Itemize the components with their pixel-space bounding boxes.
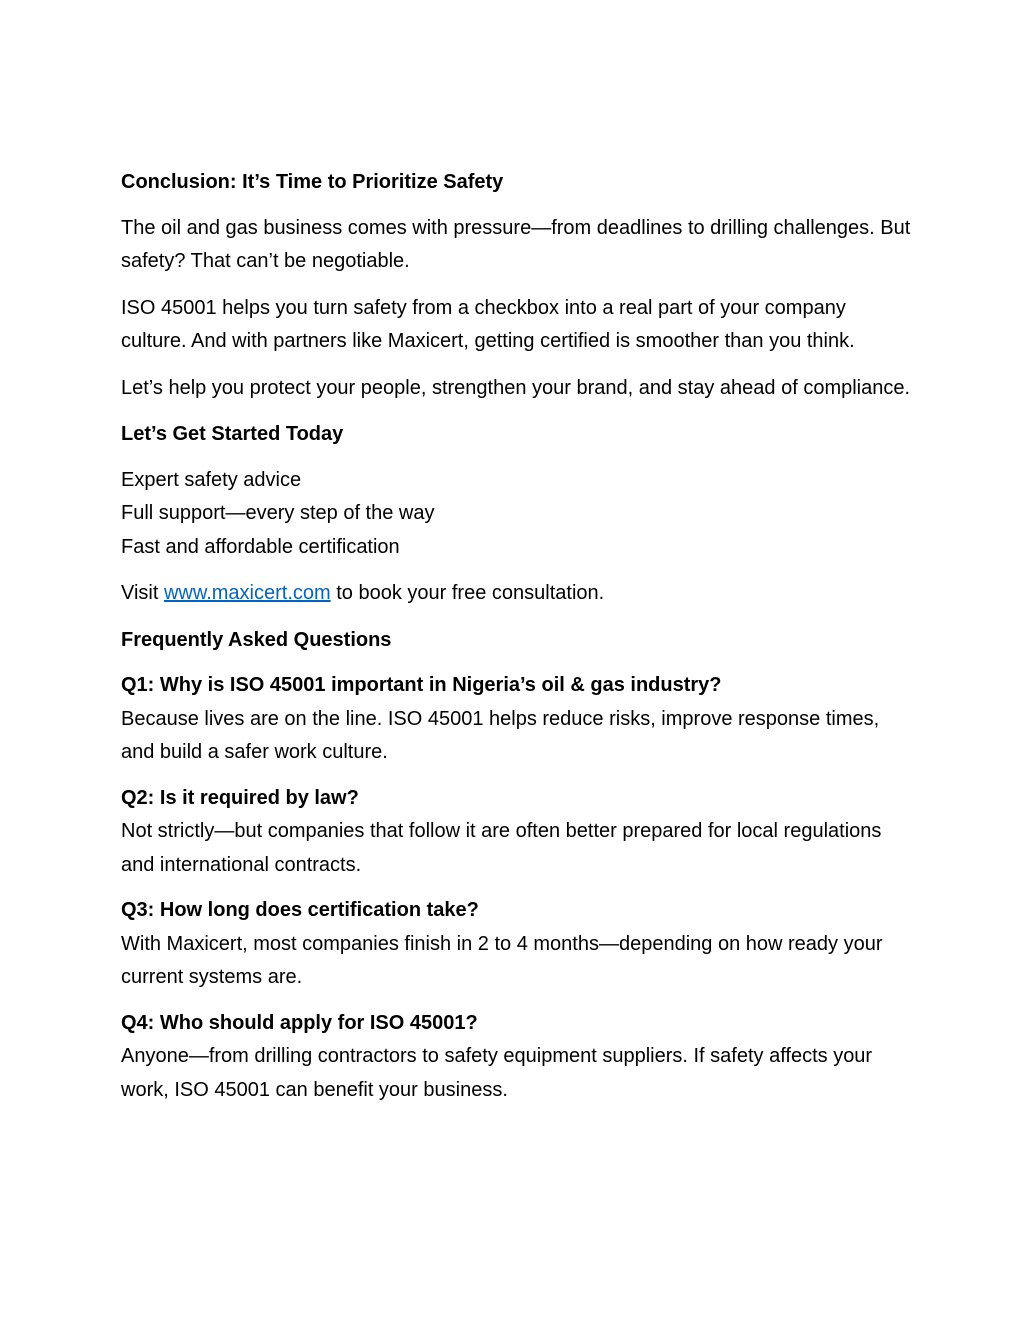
visit-prefix: Visit xyxy=(121,582,164,604)
faq-question: Q4: Who should apply for ISO 45001? xyxy=(121,1011,478,1034)
faq-heading: Frequently Asked Questions xyxy=(121,628,392,651)
faq-question: Q3: How long does certification take? xyxy=(121,899,479,921)
faq-item xyxy=(121,1007,911,1108)
get-started-heading: Let’s Get Started Today xyxy=(121,423,344,445)
conclusion-heading: Conclusion: It’s Time to Prioritize Safety xyxy=(121,171,504,193)
get-started-list xyxy=(121,464,911,565)
faq-question: Q1: Why is ISO 45001 important in Nigeria’s oil & gas industry? xyxy=(121,674,722,696)
conclusion-paragraph-3: Let’s help you protect your people, strengthen your brand, and stay ahead of compliance. xyxy=(121,376,911,399)
faq-question: Q2: Is it required by law? xyxy=(121,786,359,809)
conclusion-paragraph-1: The oil and gas business comes with pressure—from deadlines to drilling challenges. But safety? That can’t be negotiable. xyxy=(121,216,911,272)
list-item: Full support—every step of the way xyxy=(121,502,435,524)
list-item: Expert safety advice xyxy=(121,468,302,491)
faq-answer: Because lives are on the line. ISO 45001 helps reduce risks, improve response times, and build a safer work culture. xyxy=(121,707,880,763)
faq-answer: With Maxicert, most companies finish in 2 to 4 months—depending on how ready your current systems are. xyxy=(121,932,883,988)
faq-answer: Anyone—from drilling contractors to safety equipment suppliers. If safety affects your work, ISO 45001 can benefit your business. xyxy=(121,1045,873,1101)
visit-sentence xyxy=(121,577,911,611)
document-page xyxy=(121,166,911,1119)
faq-item xyxy=(121,782,911,883)
maxicert-link[interactable]: www.maxicert.com xyxy=(163,582,331,604)
faq-item xyxy=(121,669,911,770)
faq-answer: Not strictly—but companies that follow it are often better prepared for local regulations and international contracts. xyxy=(121,820,882,876)
faq-item xyxy=(121,894,911,995)
visit-suffix: to book your free consultation. xyxy=(330,582,605,604)
conclusion-paragraph-2: ISO 45001 helps you turn safety from a checkbox into a real part of your company culture. And with partners like Maxicert, getting certified is smoother than you think. xyxy=(121,296,855,352)
list-item: Fast and affordable certification xyxy=(121,535,400,558)
